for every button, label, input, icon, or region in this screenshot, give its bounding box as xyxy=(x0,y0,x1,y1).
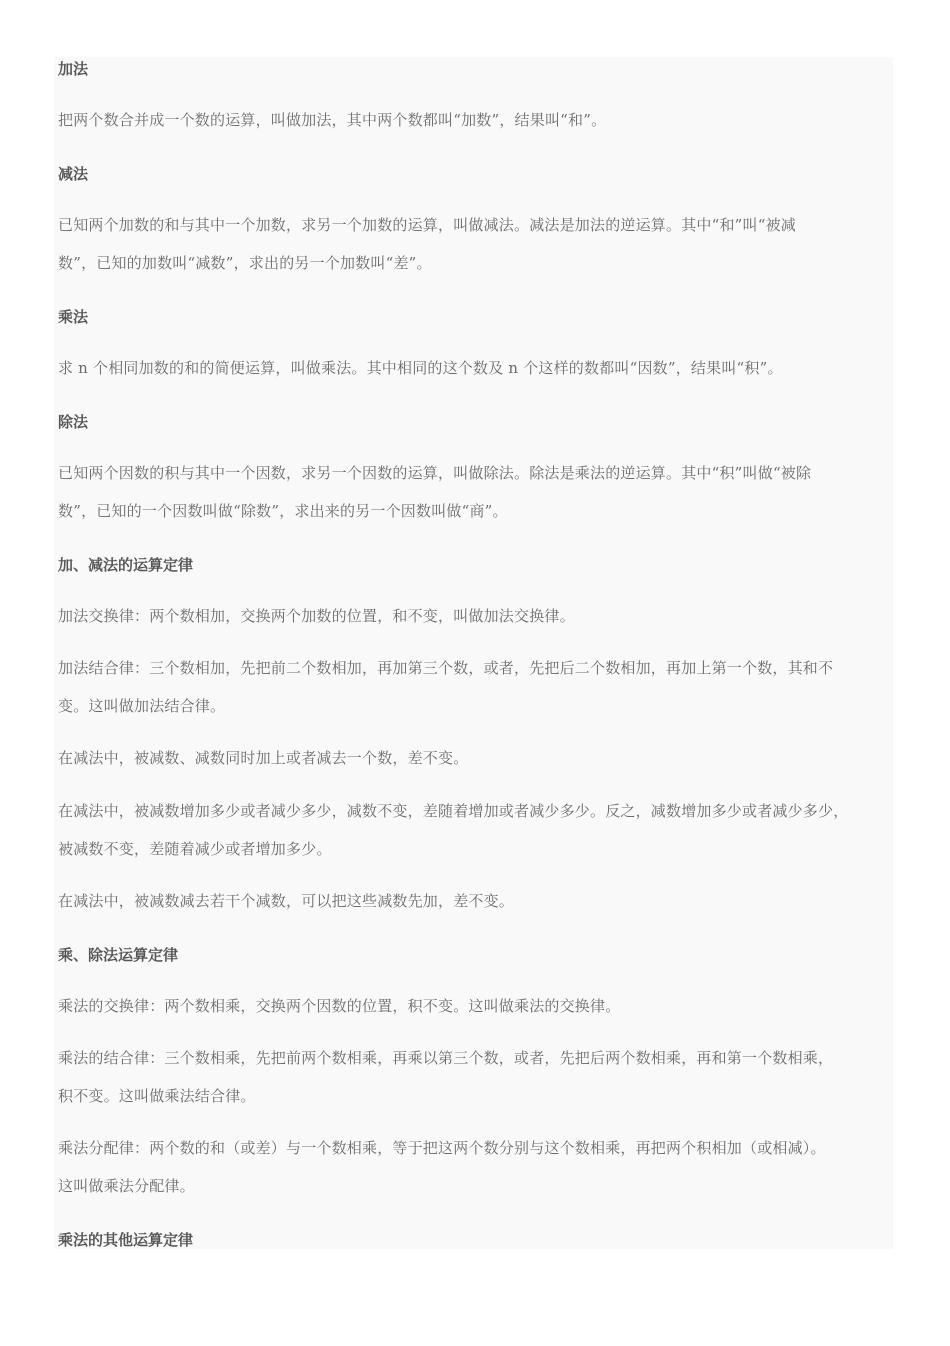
paragraph-line: 已知两个加数的和与其中一个加数，求另一个加数的运算，叫做减法。减法是加法的逆运算。其中“和”叫“被减 xyxy=(58,216,797,234)
paragraph-line: 在减法中，被减数增加多少或者减少多少，减数不变，差随着增加或者减少多少。反之，减数增加多少或者减少多少， xyxy=(58,802,849,820)
paragraph-line: 乘法分配律：两个数的和（或差）与一个数相乘，等于把这两个数分别与这个数相乘，再把两个积相加（或相减）。 xyxy=(58,1139,826,1157)
paragraph-line: 乘法的交换律：两个数相乘，交换两个因数的位置，积不变。这叫做乘法的交换律。 xyxy=(58,997,621,1015)
paragraph xyxy=(58,792,848,868)
paragraph xyxy=(58,454,811,530)
paragraph-line: 被减数不变，差随着减少或者增加多少。 xyxy=(58,840,332,858)
section-heading: 除法 xyxy=(58,413,89,431)
section-heading: 乘法 xyxy=(58,308,89,326)
paragraph xyxy=(58,882,514,920)
paragraph xyxy=(58,349,783,387)
paragraph-line: 变。这叫做加法结合律。 xyxy=(58,697,226,715)
paragraph-line: 数”，已知的一个因数叫做“除数”，求出来的另一个因数叫做“商”。 xyxy=(58,502,508,520)
paragraph xyxy=(58,649,833,725)
paragraph-line: 已知两个因数的积与其中一个因数，求另一个因数的运算，叫做除法。除法是乘法的逆运算。其中“积”叫做“被除 xyxy=(58,464,812,482)
paragraph xyxy=(58,987,620,1025)
paragraph-line: 在减法中，被减数减去若干个减数，可以把这些减数先加，差不变。 xyxy=(58,892,515,910)
paragraph-line: 加法交换律：两个数相加，交换两个加数的位置，和不变，叫做加法交换律。 xyxy=(58,607,575,625)
paragraph xyxy=(58,206,796,282)
paragraph xyxy=(58,101,606,139)
paragraph-line: 加法结合律：三个数相加，先把前二个数相加，再加第三个数，或者，先把后二个数相加，再加上第一个数，其和不 xyxy=(58,659,834,677)
section-heading: 乘、除法运算定律 xyxy=(58,946,179,964)
section-heading: 加、减法的运算定律 xyxy=(58,556,194,574)
section-heading: 减法 xyxy=(58,165,89,183)
paragraph-line: 数”，已知的加数叫“减数”，求出的另一个加数叫“差”。 xyxy=(58,254,432,272)
section-heading: 乘法的其他运算定律 xyxy=(58,1231,194,1249)
paragraph-line: 把两个数合并成一个数的运算，叫做加法，其中两个数都叫“加数”，结果叫“和”。 xyxy=(58,111,607,129)
paragraph-line: 求 n 个相同加数的和的简便运算，叫做乘法。其中相同的这个数及 n 个这样的数都叫“因数”，结果叫“积”。 xyxy=(58,359,783,377)
paragraph-line: 乘法的结合律：三个数相乘，先把前两个数相乘，再乘以第三个数，或者，先把后两个数相乘，再和第一个数相乘， xyxy=(58,1049,834,1067)
paragraph xyxy=(58,1129,826,1205)
paragraph-line: 这叫做乘法分配律。 xyxy=(58,1177,195,1195)
paragraph xyxy=(58,1039,833,1115)
section-heading: 加法 xyxy=(58,60,89,78)
paragraph-line: 积不变。这叫做乘法结合律。 xyxy=(58,1087,256,1105)
paragraph xyxy=(58,597,575,635)
paragraph-line: 在减法中，被减数、减数同时加上或者减去一个数，差不变。 xyxy=(58,749,469,767)
paragraph xyxy=(58,739,468,777)
